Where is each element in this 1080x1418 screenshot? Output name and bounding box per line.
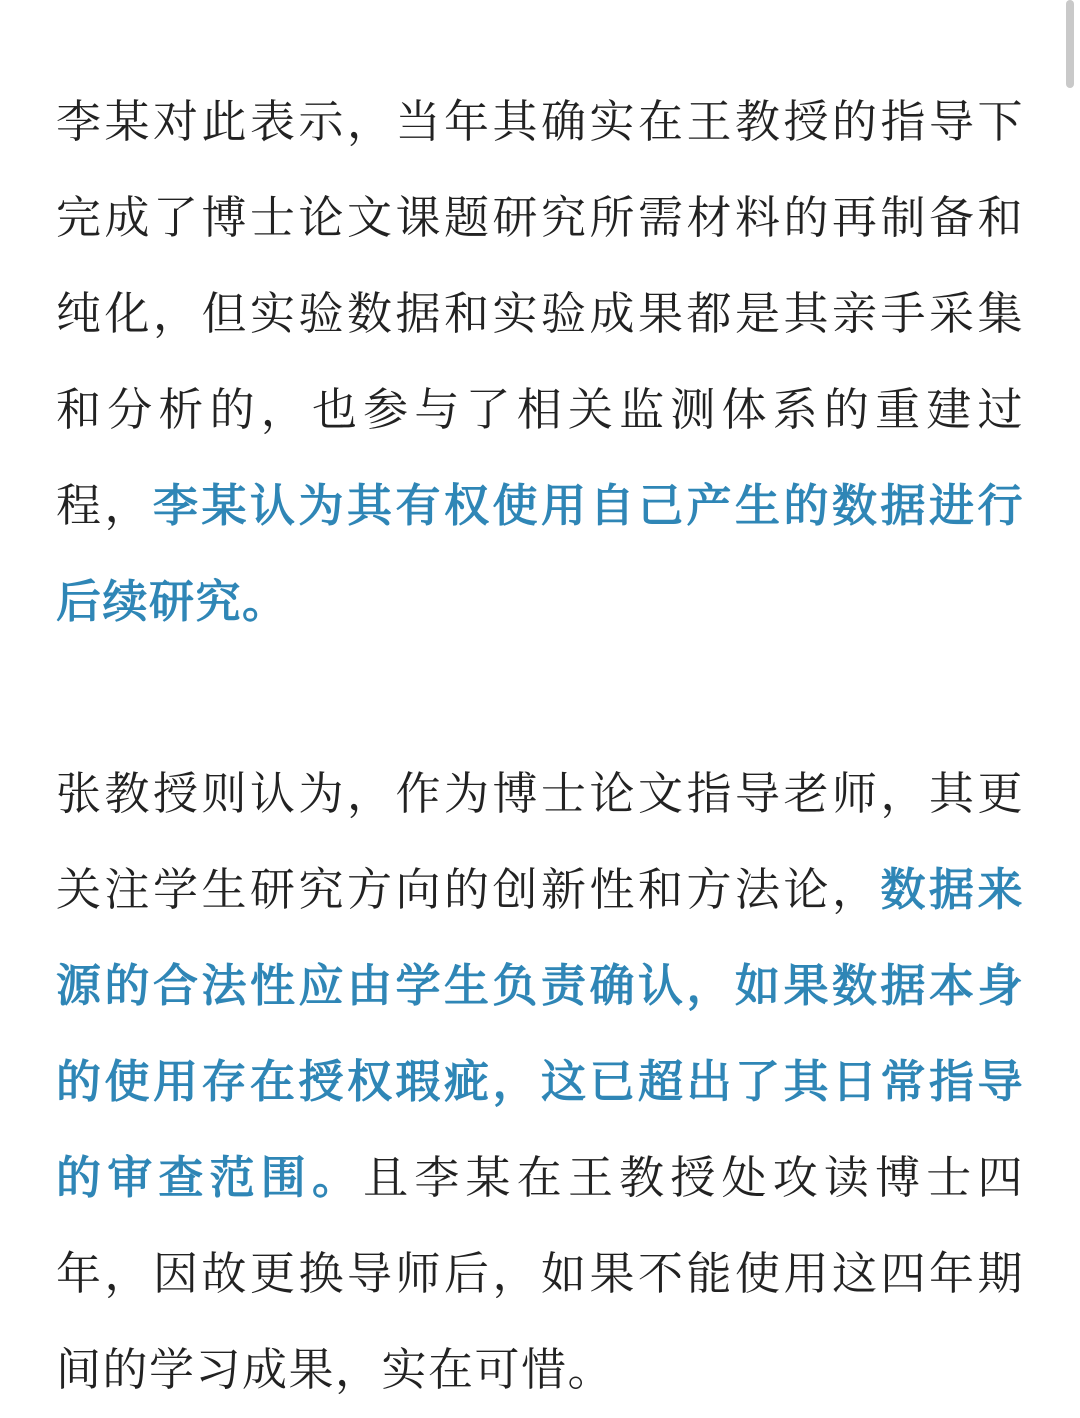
paragraph-1-text: 李某对此表示，当年其确实在王教授的指导下完成了博士论文课题研究所需材料的再制备和纯化，但实验数据和实验成果都是其亲手采集和分析的，也参与了相关监测体系的重建过程， [56,95,1024,532]
paragraph-2-text-after: 且李某在王教授处攻读博士四年，因故更换导师后，如果不能使用这四年期间的学习成果，实在可惜。 [56,1151,1024,1396]
article-body [56,74,1024,1418]
paragraph-1-highlight: 李某认为其有权使用自己产生的数据进行后续研究。 [56,479,1024,628]
paragraph-2-highlight: 数据来源的合法性应由学生负责确认，如果数据本身的使用存在授权瑕疵，这已超出了其日常指导的审查范围。 [56,863,1024,1204]
paragraph-2 [56,746,1024,1418]
scrollbar-thumb[interactable] [1066,0,1074,88]
paragraph-2-text: 张教授则认为，作为博士论文指导老师，其更关注学生研究方向的创新性和方法论， [56,767,1024,916]
paragraph-1 [56,74,1024,650]
